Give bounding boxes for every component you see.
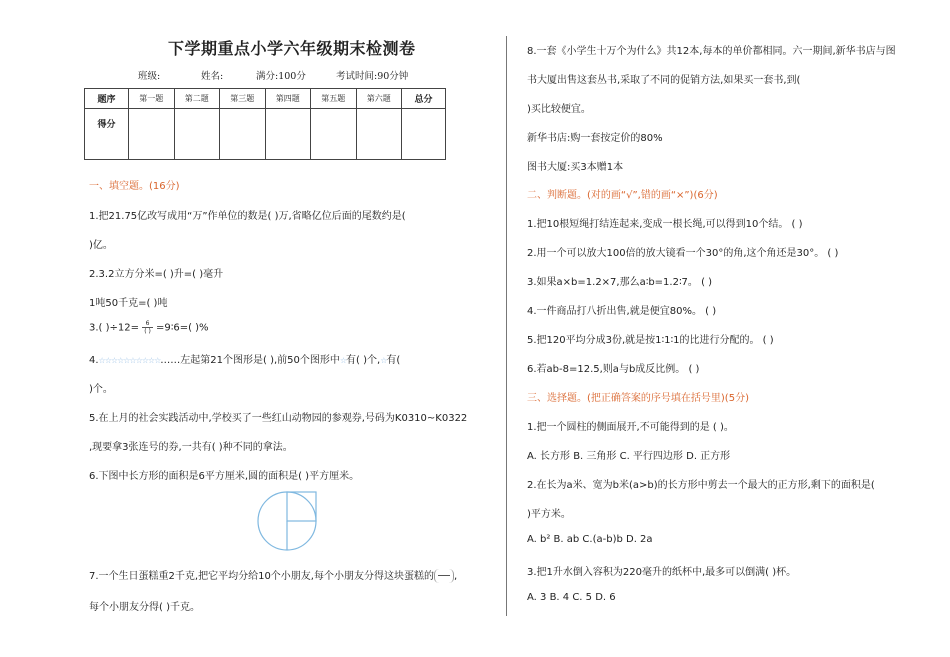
question-1-line-1: 1.把21.75亿改写成用“万”作单位的数是( )万,省略亿位后面的尾数约是( bbox=[89, 211, 406, 222]
row-label-order: 题序 bbox=[85, 89, 129, 109]
score-table-score-row bbox=[85, 109, 446, 160]
score-cell[interactable] bbox=[174, 109, 220, 160]
question-5-line-1: 5.在上月的社会实践活动中,学校买了一些红山动物园的参观券,号码为K0310~K0322 bbox=[89, 413, 468, 424]
question-3-fraction bbox=[142, 320, 153, 335]
class-label: 班级: bbox=[138, 71, 161, 82]
col-total: 总分 bbox=[402, 89, 446, 109]
col-q6: 第六题 bbox=[356, 89, 402, 109]
choice-3: 3.把1升水倒入容积为220毫升的纸杯中,最多可以倒满( )杯。 bbox=[527, 567, 797, 578]
judge-6: 6.若ab-8=12.5,则a与b成反比例。 ( ) bbox=[527, 364, 700, 375]
section-multiple-choice: 三、选择题。(把正确答案的序号填在括号里)(5分) bbox=[527, 393, 749, 404]
choice-2-line-2: )平方米。 bbox=[527, 509, 571, 520]
question-7-line-2: 每个小朋友分得( )千克。 bbox=[89, 602, 200, 613]
row-label-score: 得分 bbox=[85, 109, 129, 160]
question-3-suffix: =9∶6=( )% bbox=[155, 322, 209, 334]
full-score: 满分:100分 bbox=[256, 71, 306, 82]
score-cell[interactable] bbox=[129, 109, 175, 160]
outline-star-icon: ☆ bbox=[339, 356, 347, 365]
choice-2-options: A. b² B. ab C.(a-b)b D. 2a bbox=[527, 534, 653, 545]
section-true-false: 二、判断题。(对的画“√”,错的画“×”)(6分) bbox=[527, 190, 718, 201]
score-table bbox=[84, 88, 446, 160]
col-q1: 第一题 bbox=[129, 89, 175, 109]
circle-rectangle-figure bbox=[256, 490, 322, 554]
col-q4: 第四题 bbox=[265, 89, 311, 109]
fraction-denominator: ( ) bbox=[144, 328, 151, 335]
col-q5: 第五题 bbox=[311, 89, 357, 109]
question-4 bbox=[89, 351, 400, 366]
question-4-text: ……左起第21个图形是( ),前50个图形中 bbox=[160, 355, 340, 366]
question-7-line-1 bbox=[89, 567, 457, 583]
question-2-line-1: 2.3.2立方分米=( )升=( )毫升 bbox=[89, 269, 224, 280]
exam-time: 考试时间:90分钟 bbox=[336, 71, 409, 82]
question-2-line-2: 1吨50千克=( )吨 bbox=[89, 298, 168, 309]
question-4-end: 有( bbox=[386, 355, 401, 366]
question-8-line-2: 书大厦出售这套丛书,采取了不同的促销方法,如果买一套书,到( bbox=[527, 75, 801, 86]
judge-2: 2.用一个可以放大100倍的放大镜看一个30°的角,这个角还是30°。 ( ) bbox=[527, 248, 839, 259]
section-fill-in: 一、填空题。(16分) bbox=[89, 181, 180, 192]
question-8-option-2: 图书大厦:买3本赠1本 bbox=[527, 162, 624, 173]
question-1-line-2: )亿。 bbox=[89, 240, 113, 251]
exam-title: 下学期重点小学六年级期末检测卷 bbox=[168, 39, 416, 58]
filled-star-icon: ☆ bbox=[380, 356, 387, 365]
col-q3: 第三题 bbox=[220, 89, 266, 109]
score-cell[interactable] bbox=[402, 109, 446, 160]
question-8-option-1: 新华书店:购一套按定价的80% bbox=[527, 133, 663, 144]
choice-2-line-1: 2.在长为a米、宽为b米(a>b)的长方形中剪去一个最大的正方形,剩下的面积是( bbox=[527, 480, 875, 491]
choice-1-options: A. 长方形 B. 三角形 C. 平行四边形 D. 正方形 bbox=[527, 451, 731, 462]
col-q2: 第二题 bbox=[174, 89, 220, 109]
question-7-text: 7.一个生日蛋糕重2千克,把它平均分给10个小朋友,每个小朋友分得这块蛋糕的 bbox=[89, 571, 434, 582]
column-divider bbox=[506, 36, 507, 616]
judge-3: 3.如果a×b=1.2×7,那么a∶b=1.2∶7。 ( ) bbox=[527, 277, 713, 288]
question-5-line-2: ,现要拿3张连号的券,一共有( )种不同的拿法。 bbox=[89, 442, 293, 453]
question-6: 6.下图中长方形的面积是6平方厘米,圆的面积是( )平方厘米。 bbox=[89, 471, 360, 482]
question-4-prefix: 4. bbox=[89, 355, 99, 366]
star-sequence-icon: ☆☆☆☆☆☆☆☆☆☆ bbox=[98, 356, 161, 365]
question-3 bbox=[89, 320, 209, 335]
judge-5: 5.把120平均分成3份,就是按1∶1∶1的比进行分配的。 ( ) bbox=[527, 335, 774, 346]
score-cell[interactable] bbox=[311, 109, 357, 160]
blank-fraction-icon[interactable] bbox=[434, 569, 454, 583]
question-4-mid: 有( )个, bbox=[346, 355, 381, 366]
question-8-line-1: 8.一套《小学生十万个为什么》共12本,每本的单价都相同。六一期间,新华书店与图 bbox=[527, 46, 896, 57]
choice-3-options: A. 3 B. 4 C. 5 D. 6 bbox=[527, 592, 616, 603]
score-cell[interactable] bbox=[265, 109, 311, 160]
score-table-header-row bbox=[85, 89, 446, 109]
score-cell[interactable] bbox=[220, 109, 266, 160]
name-label: 姓名: bbox=[201, 71, 224, 82]
score-cell[interactable] bbox=[356, 109, 402, 160]
judge-4: 4.一件商品打八折出售,就是便宜80%。 ( ) bbox=[527, 306, 717, 317]
judge-1: 1.把10根短绳打结连起来,变成一根长绳,可以得到10个结。 ( ) bbox=[527, 219, 803, 230]
choice-1: 1.把一个圆柱的侧面展开,不可能得到的是 ( )。 bbox=[527, 422, 734, 433]
question-8-line-3: )买比较便宜。 bbox=[527, 104, 591, 115]
fraction-numerator: 6 bbox=[142, 320, 153, 328]
question-3-prefix: 3.( )÷12= bbox=[89, 322, 140, 334]
question-7-comma: , bbox=[454, 571, 458, 582]
question-4-line-2: )个。 bbox=[89, 384, 113, 395]
